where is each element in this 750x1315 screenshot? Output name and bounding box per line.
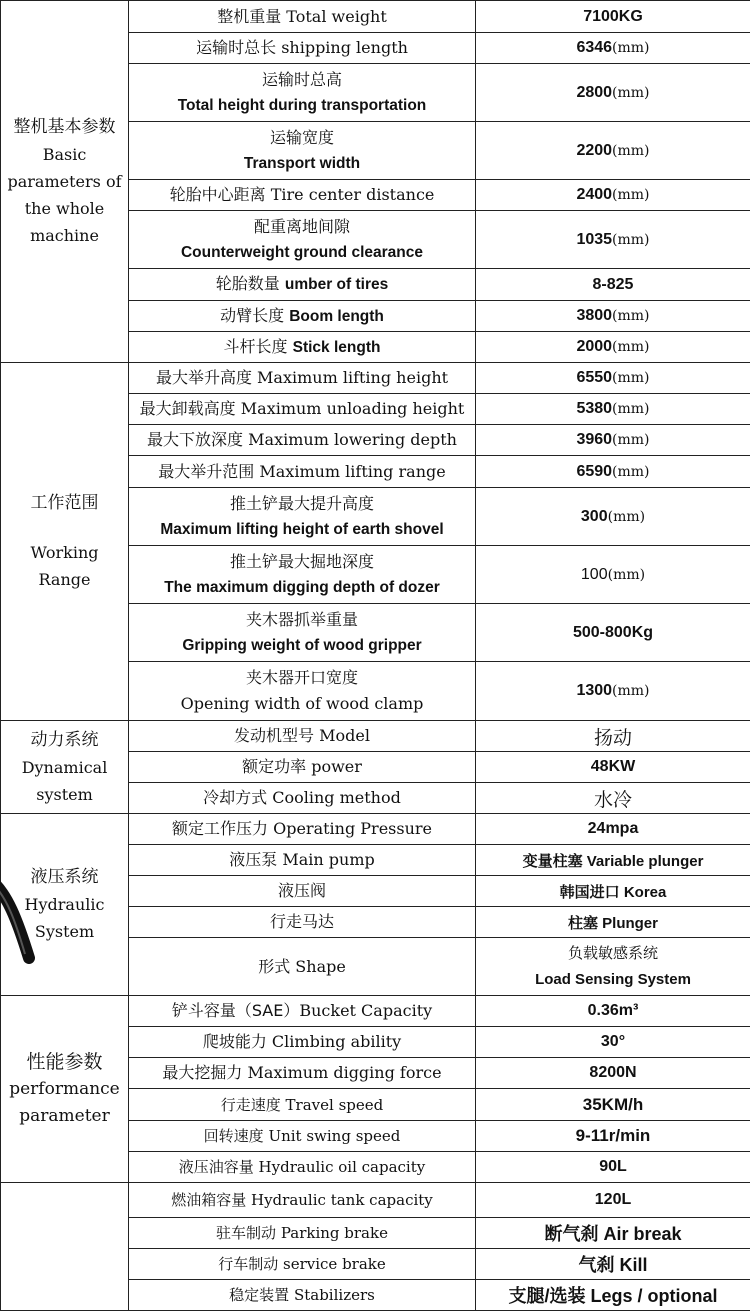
param-value — [476, 425, 750, 456]
label-en: Parking brake — [280, 1224, 388, 1242]
param-label — [129, 1058, 476, 1089]
value-text: 5380 — [576, 400, 613, 417]
value-text: 柱塞 Plunger — [567, 914, 658, 932]
param-label — [129, 1, 476, 33]
label-en: Shape — [295, 956, 346, 976]
value-text: 扬动 — [593, 727, 632, 749]
value-unit: (mm) — [607, 508, 646, 525]
param-label — [129, 1152, 476, 1183]
param-label — [129, 180, 476, 211]
value-text: 7100KG — [583, 7, 643, 25]
table-row — [1, 1183, 750, 1218]
label-en: Climbing ability — [271, 1032, 402, 1051]
category-zh: 动力系统 — [30, 729, 99, 750]
value-text: 2200 — [576, 141, 613, 159]
category-en: Dynamical system — [21, 757, 108, 804]
label-zh: 运输时总高 — [261, 69, 342, 89]
param-label — [129, 845, 476, 876]
param-label — [129, 1121, 476, 1152]
label-en: Tire center distance — [270, 185, 435, 204]
label-en: Model — [319, 726, 370, 745]
value-text: 1035 — [576, 230, 613, 248]
label-zh: 液压油容量 — [178, 1158, 254, 1176]
table-row — [1, 721, 750, 752]
param-value — [476, 907, 750, 938]
param-value — [476, 721, 750, 752]
value-text: 3800 — [576, 307, 613, 324]
param-value — [476, 33, 750, 64]
label-en: Operating Pressure — [273, 819, 433, 838]
param-value — [476, 845, 750, 876]
label-zh: 液压阀 — [277, 881, 326, 900]
label-en: Hydraulic tank capacity — [251, 1191, 433, 1209]
param-label — [129, 814, 476, 845]
table-row — [1, 814, 750, 845]
label-en: Total height during transportation — [177, 96, 427, 114]
param-value — [476, 783, 750, 814]
param-label — [129, 122, 476, 180]
category-performance-parameter — [1, 996, 129, 1183]
value-text: 24mpa — [587, 820, 639, 837]
label-zh: 动臂长度 — [220, 305, 285, 325]
param-label — [129, 332, 476, 363]
label-zh: 最大卸载高度 — [139, 399, 236, 418]
param-label — [129, 363, 476, 394]
param-value — [476, 1183, 750, 1218]
value-unit: (mm) — [612, 463, 650, 480]
label-zh: 额定工作压力 — [171, 819, 268, 838]
category-en: Hydraulic System — [24, 895, 105, 941]
label-en: Opening width of wood clamp — [180, 694, 424, 713]
value-unit: (mm) — [612, 432, 650, 448]
param-value — [476, 752, 750, 783]
value-text: 3960 — [576, 431, 613, 448]
label-en: The maximum digging depth of dozer — [164, 578, 440, 596]
value-text: 120L — [594, 1191, 632, 1208]
param-label — [129, 64, 476, 122]
table-row — [1, 1, 750, 33]
value-text: 断气刹 Air break — [544, 1224, 682, 1244]
label-en: Total weight — [286, 6, 387, 26]
category-zh: 性能参数 — [26, 1050, 103, 1073]
param-value — [476, 1089, 750, 1121]
label-zh: 燃油箱容量 — [171, 1191, 247, 1209]
label-zh: 配重离地间隙 — [253, 216, 350, 236]
param-value — [476, 604, 750, 662]
param-value — [476, 1280, 750, 1311]
value-text: 气刹 Kill — [578, 1255, 648, 1275]
label-zh: 铲斗容量（SAE） — [171, 1001, 300, 1020]
label-zh: 整机重量 — [217, 6, 282, 26]
category-unlabeled — [1, 1183, 129, 1311]
label-zh: 额定功率 — [242, 757, 307, 776]
label-zh: 形式 — [258, 956, 291, 976]
param-label — [129, 488, 476, 546]
value-unit: (mm) — [612, 142, 650, 159]
param-value — [476, 1027, 750, 1058]
category-en: Basic parameters of the whole machine — [7, 145, 122, 245]
param-value — [476, 332, 750, 363]
param-value — [476, 1121, 750, 1152]
value-text: 8200N — [589, 1064, 637, 1081]
category-zh: 整机基本参数 — [13, 117, 116, 137]
param-label — [129, 1218, 476, 1249]
label-zh: 稳定装置 — [229, 1286, 290, 1304]
value-text: 2000 — [576, 338, 613, 355]
value-text: 0.36m³ — [587, 1002, 639, 1019]
label-en: Boom length — [289, 307, 384, 325]
label-zh: 发动机型号 — [234, 726, 315, 745]
param-label — [129, 425, 476, 456]
value-text: 6346 — [576, 39, 613, 56]
category-hydraulic-system — [1, 814, 129, 996]
param-value — [476, 488, 750, 546]
param-label — [129, 938, 476, 996]
param-value — [476, 1218, 750, 1249]
param-value — [476, 122, 750, 180]
value-text: 变量柱塞 Variable plunger — [522, 852, 704, 870]
label-en: umber of tires — [284, 276, 389, 293]
value-text: 1300 — [576, 682, 613, 699]
table-row — [1, 996, 750, 1027]
label-en: shipping length — [281, 38, 408, 57]
value-text: 6550 — [576, 369, 613, 386]
value-text: 100 — [580, 565, 608, 583]
value-text: 负载敏感系统 — [567, 944, 658, 962]
param-value — [476, 456, 750, 488]
label-zh: 行走速度 — [220, 1095, 281, 1114]
param-label — [129, 604, 476, 662]
label-zh: 轮胎数量 — [215, 274, 280, 293]
value-text: 韩国进口 Korea — [559, 883, 667, 901]
label-zh: 冷却方式 — [203, 788, 268, 807]
param-value — [476, 996, 750, 1027]
label-en: Main pump — [282, 850, 375, 869]
label-en: service brake — [283, 1255, 386, 1273]
label-zh: 最大举升高度 — [155, 368, 252, 387]
value-text: 2400 — [576, 186, 613, 203]
param-value — [476, 180, 750, 211]
label-zh: 爬坡能力 — [202, 1032, 267, 1051]
value-unit: (mm) — [612, 231, 650, 248]
value-unit: (mm) — [612, 40, 650, 56]
param-label — [129, 1249, 476, 1280]
category-zh: 工作范围 — [30, 493, 99, 513]
value-unit: (mm) — [607, 566, 646, 583]
param-label — [129, 301, 476, 332]
label-zh: 斗杆长度 — [223, 336, 288, 356]
label-en: Gripping weight of wood gripper — [182, 636, 422, 654]
param-label — [129, 33, 476, 64]
param-label — [129, 752, 476, 783]
value-unit: (mm) — [612, 84, 650, 101]
category-en: Working Range — [30, 543, 99, 589]
label-zh: 最大下放深度 — [147, 430, 244, 449]
category-en: performance parameter — [9, 1078, 120, 1126]
param-value — [476, 938, 750, 996]
label-en: Maximum digging force — [247, 1063, 442, 1082]
value-text: 水冷 — [593, 789, 632, 811]
label-zh: 最大举升范围 — [158, 461, 255, 481]
param-label — [129, 721, 476, 752]
value-text: 30° — [600, 1033, 626, 1050]
value-text: 8-825 — [592, 275, 634, 293]
label-zh: 轮胎中心距离 — [169, 185, 266, 204]
param-label — [129, 1089, 476, 1121]
param-value — [476, 876, 750, 907]
label-en: Counterweight ground clearance — [180, 243, 423, 261]
label-zh: 回转速度 — [203, 1127, 264, 1145]
value-text: 支腿/选装 Legs / optional — [508, 1286, 718, 1306]
value-text: 2800 — [576, 83, 613, 101]
param-value — [476, 662, 750, 721]
label-en: Stabilizers — [293, 1286, 375, 1304]
param-value — [476, 211, 750, 269]
param-value — [476, 814, 750, 845]
param-label — [129, 783, 476, 814]
param-label — [129, 876, 476, 907]
label-zh: 夹木器抓举重量 — [245, 609, 358, 629]
value-text: 35KM/h — [582, 1094, 644, 1114]
param-value — [476, 394, 750, 425]
label-zh: 运输宽度 — [269, 127, 334, 147]
value-unit: (mm) — [612, 308, 650, 324]
param-label — [129, 456, 476, 488]
category-working-range — [1, 363, 129, 721]
param-value — [476, 301, 750, 332]
label-en: Transport width — [243, 154, 361, 172]
param-label — [129, 1280, 476, 1311]
label-zh: 行走马达 — [269, 912, 334, 931]
label-zh: 驻车制动 — [216, 1224, 277, 1242]
param-label — [129, 1183, 476, 1218]
label-en: Unit swing speed — [268, 1127, 401, 1145]
label-en: Travel speed — [285, 1095, 384, 1114]
param-value — [476, 64, 750, 122]
param-label — [129, 211, 476, 269]
value-unit: (mm) — [612, 187, 650, 203]
param-value — [476, 1, 750, 33]
value-text: 6590 — [576, 462, 613, 480]
param-value — [476, 1249, 750, 1280]
category-basic-parameters — [1, 1, 129, 363]
table-row — [1, 363, 750, 394]
param-value — [476, 363, 750, 394]
param-label — [129, 996, 476, 1027]
param-label — [129, 546, 476, 604]
param-value — [476, 269, 750, 301]
param-label — [129, 1027, 476, 1058]
value-unit: (mm) — [612, 683, 650, 699]
label-zh: 推土铲最大提升高度 — [229, 493, 374, 513]
label-en: power — [311, 757, 362, 776]
label-zh: 液压泵 — [229, 850, 278, 869]
label-zh: 运输时总长 — [196, 38, 277, 57]
param-value — [476, 1058, 750, 1089]
value-text: 300 — [580, 507, 608, 525]
label-en: Maximum lifting range — [259, 461, 446, 481]
category-zh: 液压系统 — [30, 867, 99, 887]
param-value — [476, 1152, 750, 1183]
value-text: 500-800Kg — [572, 623, 654, 641]
category-dynamical-system — [1, 721, 129, 814]
label-en: Cooling method — [272, 788, 401, 807]
param-label — [129, 907, 476, 938]
param-label — [129, 662, 476, 721]
label-zh: 推土铲最大掘地深度 — [229, 551, 374, 571]
label-zh: 行车制动 — [218, 1255, 279, 1273]
value-text-en: Load Sensing System — [535, 970, 691, 988]
param-label — [129, 269, 476, 301]
param-value — [476, 546, 750, 604]
value-text: 9-11r/min — [575, 1126, 651, 1145]
value-text: 90L — [599, 1158, 627, 1175]
label-en: Bucket Capacity — [299, 1001, 433, 1020]
param-label — [129, 394, 476, 425]
label-en: Maximum lowering depth — [248, 430, 457, 449]
value-text: 48KW — [590, 758, 636, 775]
value-unit: (mm) — [612, 370, 650, 386]
label-zh: 夹木器开口宽度 — [245, 668, 358, 687]
label-en: Maximum lifting height — [257, 368, 449, 387]
value-unit: (mm) — [612, 339, 650, 355]
label-en: Maximum unloading height — [240, 399, 465, 418]
label-zh: 最大挖掘力 — [162, 1063, 243, 1082]
value-unit: (mm) — [612, 401, 650, 417]
label-en: Hydraulic oil capacity — [258, 1158, 426, 1176]
label-en: Stick length — [292, 338, 381, 356]
label-en: Maximum lifting height of earth shovel — [160, 520, 444, 538]
